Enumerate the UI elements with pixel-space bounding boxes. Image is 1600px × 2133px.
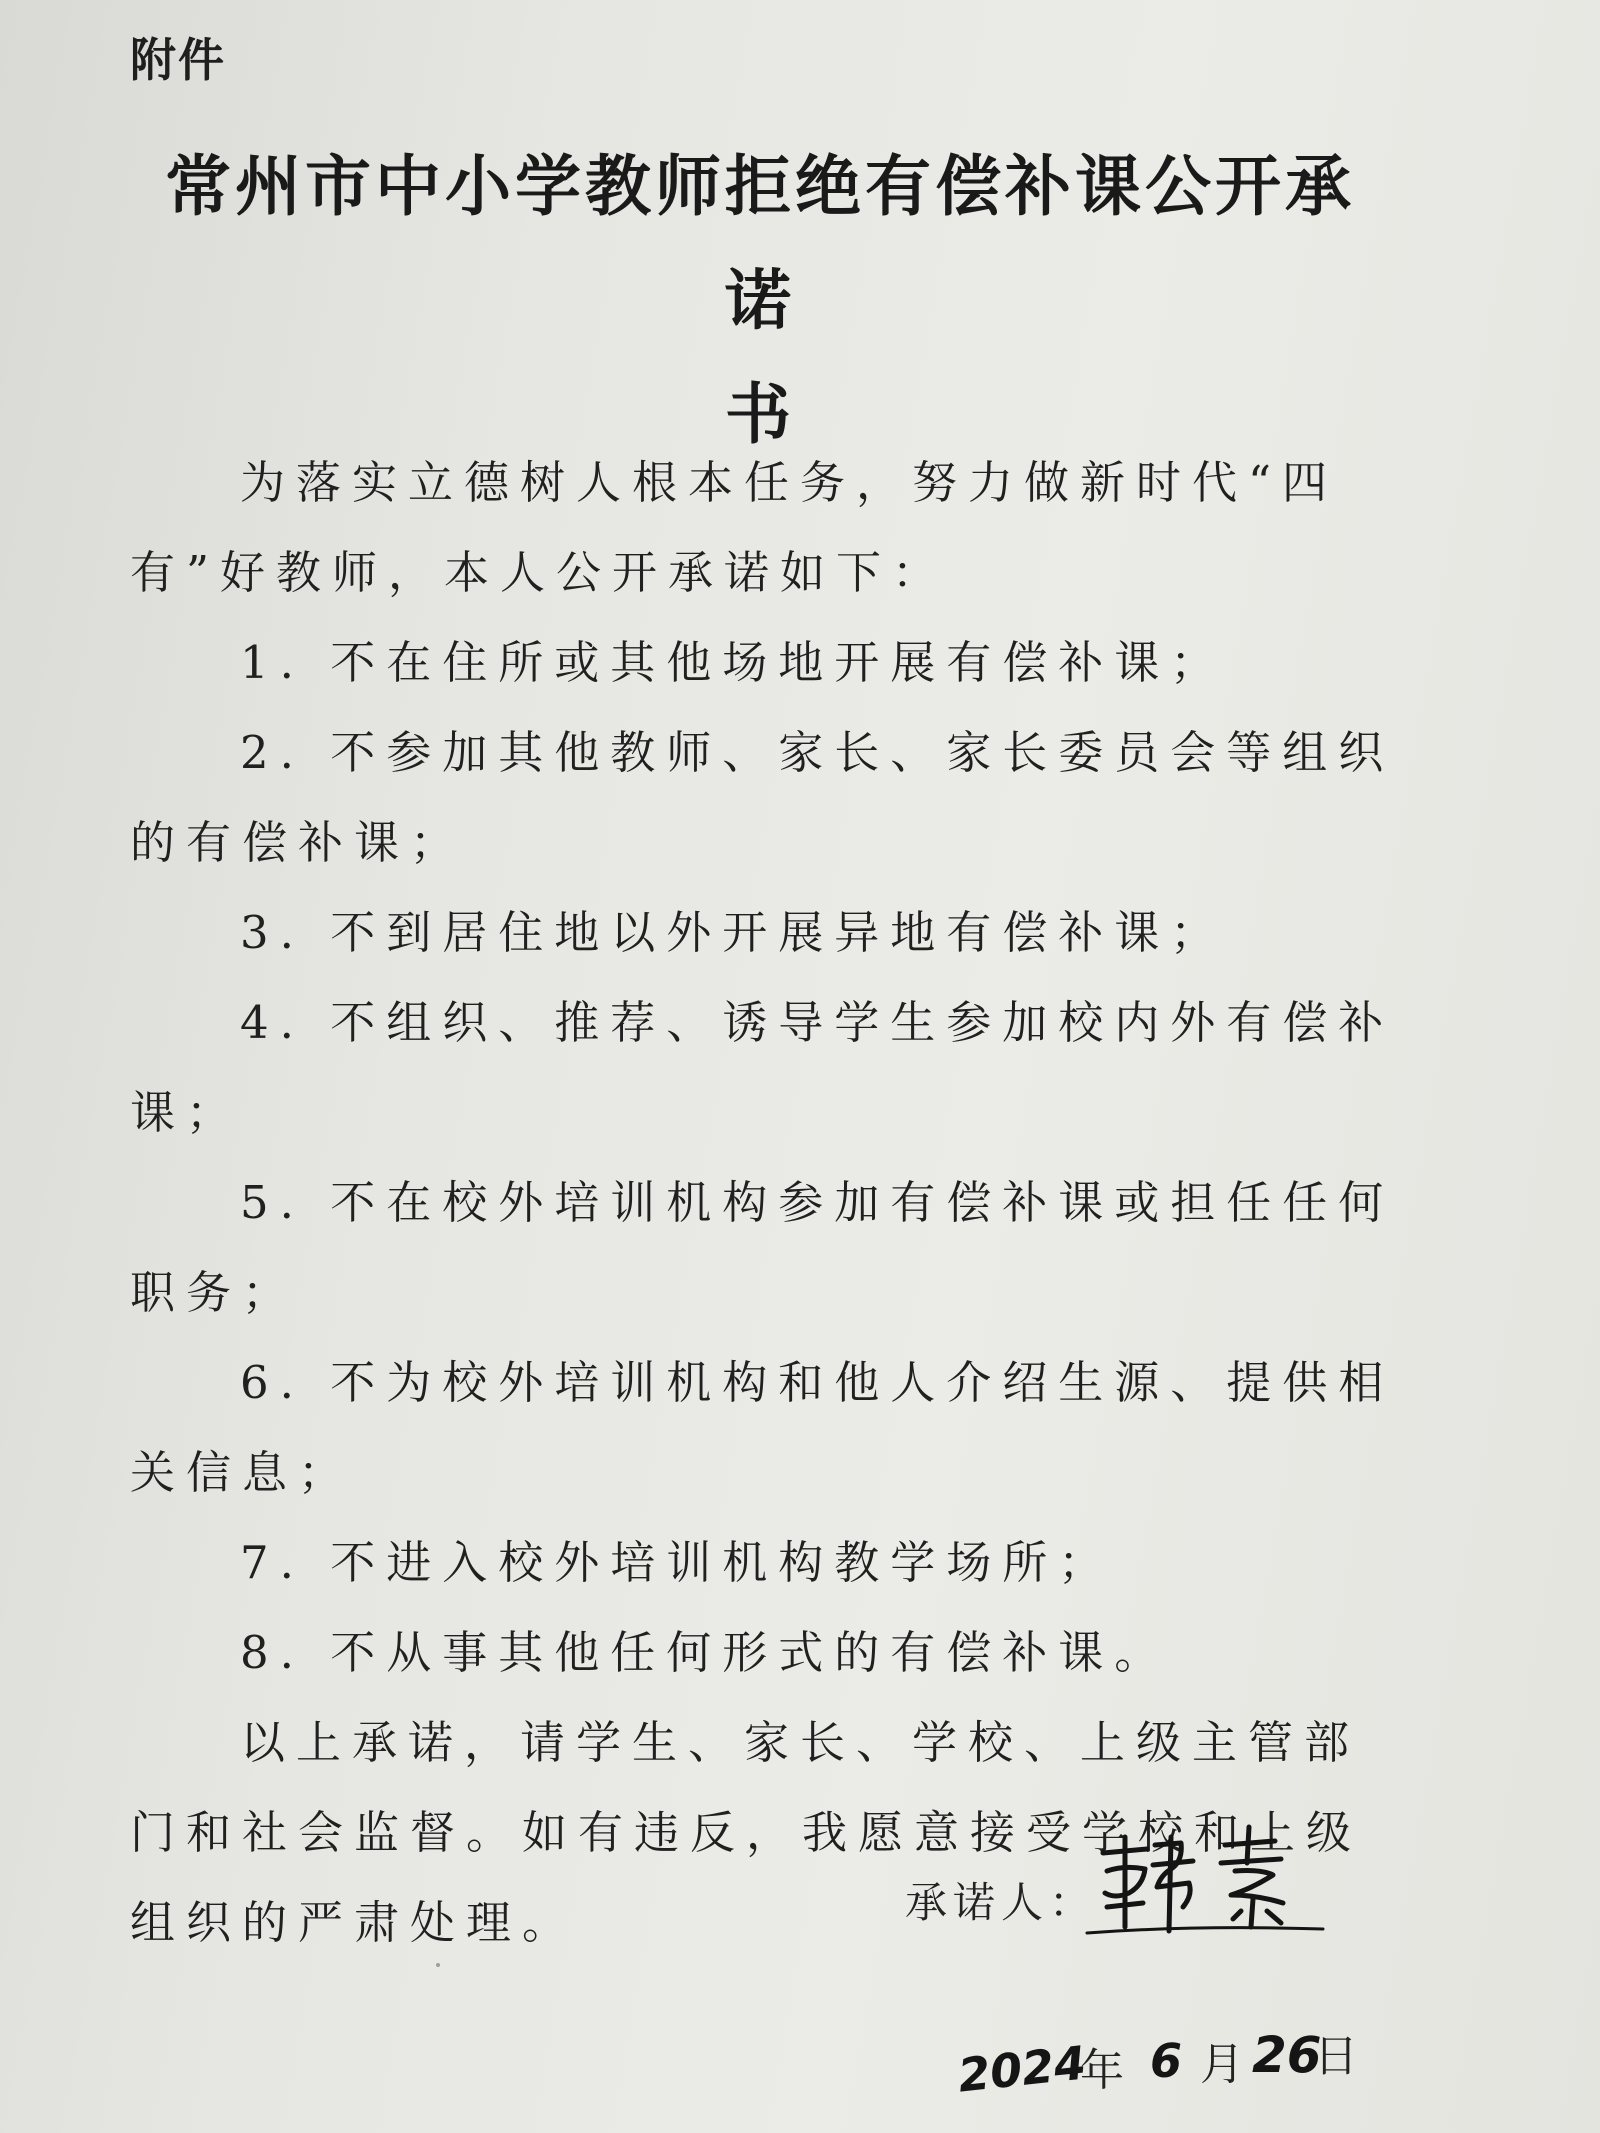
date-year: 2024 [955,2035,1089,2103]
document-title [140,130,1380,472]
commitment-item-1: 1. 不在住所或其他场地开展有偿补课； [240,636,1227,689]
date-month-unit: 月 [1200,2039,1244,2090]
date-day-unit: 日 [1314,2031,1358,2082]
signer-label: 承诺人： [905,1878,1098,1927]
handwritten-signature [1085,1815,1325,1945]
commitment-item-3: 3. 不到居住地以外开展异地有偿补课； [240,906,1227,959]
document-body [130,438,1410,1968]
attachment-label: 附件 [130,33,226,87]
title-line-1: 常州市中小学教师拒绝有偿补课公开承诺 [165,148,1355,339]
commitment-item-7: 7. 不进入校外培训机构教学场所； [240,1536,1115,1589]
date-month: 6 [1150,2034,1183,2088]
paper-speck [436,1963,440,1967]
commitment-item-2: 2. 不参加其他教师、家长、家长委员会等组织的有偿补课； [130,726,1395,869]
commitment-item-5: 5. 不在校外培训机构参加有偿补课或担任任何职务； [130,1176,1395,1319]
title-line-2: 书 [725,376,795,453]
date-day: 26 [1252,2026,1322,2084]
date-year-unit: 年 [1080,2045,1124,2096]
commitment-item-4: 4. 不组织、推荐、诱导学生参加校内外有偿补课； [130,996,1395,1139]
signing-date [950,2020,1370,2110]
commitment-item-8: 8. 不从事其他任何形式的有偿补课。 [240,1626,1171,1679]
closing-paragraph: 以上承诺，请学生、家长、学校、上级主管部门和社会监督。如有违反，我愿意接受学校和上级组织的严肃处理。 [130,1716,1363,1949]
intro-paragraph: 为落实立德树人根本任务，努力做新时代“四有”好教师，本人公开承诺如下： [130,456,1339,599]
commitment-item-6: 6. 不为校外培训机构和他人介绍生源、提供相关信息； [130,1356,1395,1499]
